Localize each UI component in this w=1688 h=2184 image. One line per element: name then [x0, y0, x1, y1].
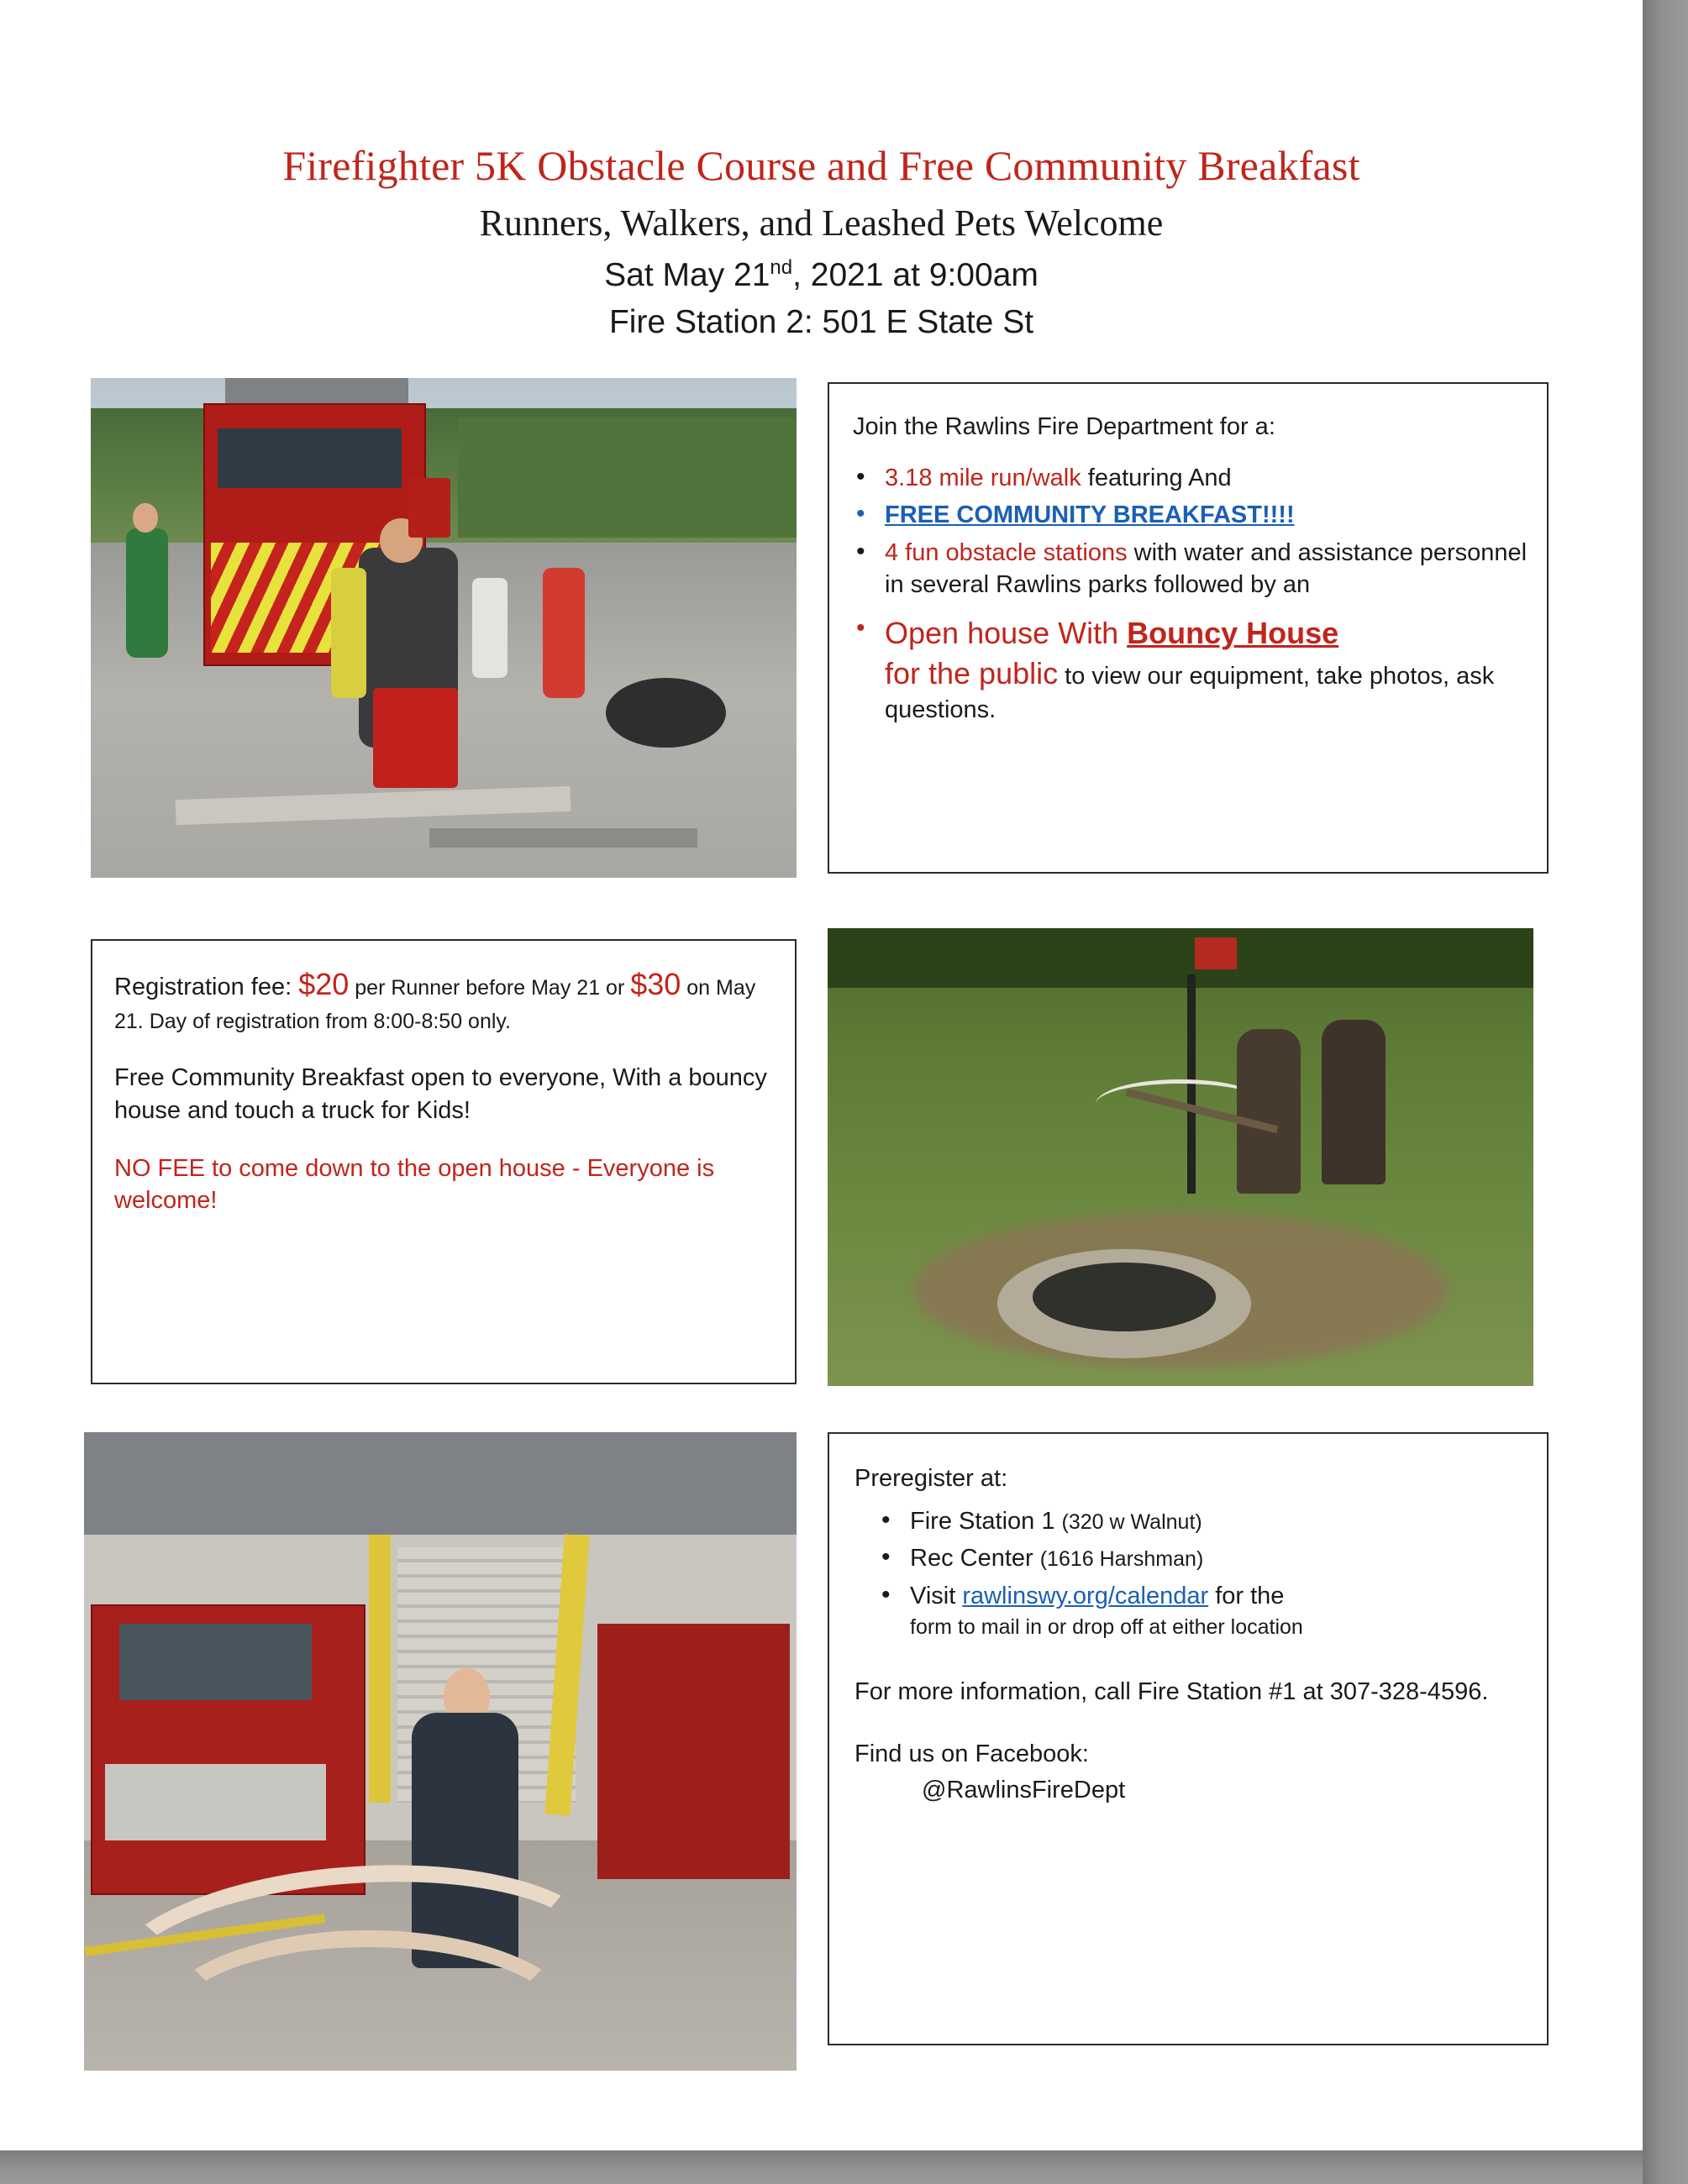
- openhouse-rest: to view our equipment, take photos, ask questions.: [885, 662, 1495, 723]
- obstacle-rest: with water and assistance personnel in several Rawlins parks followed by an: [885, 538, 1528, 599]
- calendar-link[interactable]: rawlinswy.org/calendar: [962, 1582, 1209, 1609]
- list-item-rec-center: [910, 1542, 1528, 1575]
- join-intro: Join the Rawlins Fire Department for a:: [853, 413, 1275, 440]
- run-distance: 3.18 mile run/walk: [885, 464, 1081, 491]
- event-date: [0, 256, 1643, 294]
- fee-amount-dayof: $30: [630, 967, 681, 1001]
- flyer-header: [0, 141, 1643, 341]
- openhouse-public: for the public: [885, 655, 1059, 690]
- tire-flip-obstacle-photo: [828, 928, 1533, 1386]
- join-box: [828, 382, 1549, 874]
- list-item-run: [885, 462, 1528, 495]
- form-instructions: form to mail in or drop off at either location: [910, 1615, 1303, 1640]
- list-item-obstacles: [885, 537, 1528, 601]
- fee-text-early: per Runner before May 21 or: [349, 976, 631, 1000]
- preregister-heading: Preregister at:: [855, 1465, 1008, 1492]
- battle-ropes-fire-bay-photo: [84, 1432, 797, 2071]
- page-edge-right: [1643, 0, 1688, 2184]
- fee-text-dayof: on May 21. Day of registration from 8:00-8:50 only.: [114, 976, 756, 1033]
- event-date-post: , 2021 at 9:00am: [792, 257, 1039, 293]
- page-title: Firefighter 5K Obstacle Course and Free Community Breakfast: [282, 142, 1360, 189]
- rec-center-name: Rec Center: [910, 1545, 1040, 1572]
- list-item-breakfast: [885, 499, 1528, 532]
- more-info-text: For more information, call Fire Station #1 at 307-328-4596.: [855, 1677, 1489, 1705]
- join-list: [829, 462, 1547, 727]
- rec-center-address: (1616 Harshman): [1039, 1547, 1204, 1572]
- no-fee-note: NO FEE to come down to the open house - Everyone is welcome!: [114, 1154, 715, 1215]
- page-edge-bottom: [0, 2150, 1643, 2184]
- visit-label: Visit: [910, 1582, 963, 1609]
- facebook-label: Find us on Facebook:: [855, 1740, 1089, 1768]
- run-rest: featuring And: [1081, 464, 1232, 491]
- bouncy-house-label: Bouncy House: [1127, 615, 1339, 650]
- list-item-website: [910, 1580, 1528, 1642]
- breakfast-label: FREE COMMUNITY BREAKFAST!!!!: [885, 501, 1295, 529]
- event-date-ordinal: nd: [770, 256, 793, 279]
- preregister-list: [829, 1505, 1547, 1642]
- event-date-pre: Sat May 21: [604, 257, 770, 293]
- openhouse-label: Open house With: [885, 615, 1128, 650]
- breakfast-info: Free Community Breakfast open to everyone, With a bouncy house and touch a truck for Kids!: [114, 1064, 767, 1124]
- list-item-fire-station-1: [910, 1505, 1528, 1538]
- visit-post: for the: [1208, 1582, 1285, 1609]
- registration-box: [91, 939, 797, 1384]
- obstacle-count: 4 fun obstacle stations: [885, 538, 1128, 566]
- fee-label: Registration fee:: [114, 974, 299, 1000]
- event-location: Fire Station 2: 501 E State St: [608, 304, 1034, 340]
- facebook-handle: @RawlinsFireDept: [922, 1776, 1126, 1803]
- fee-amount-early: $20: [298, 967, 350, 1001]
- station-1-name: Fire Station 1: [910, 1507, 1062, 1535]
- page-subtitle: Runners, Walkers, and Leashed Pets Welcome: [479, 202, 1164, 244]
- list-item-openhouse: [885, 613, 1528, 726]
- station-1-address: (320 w Walnut): [1061, 1509, 1202, 1534]
- firefighter-sledgehammer-photo: [91, 378, 797, 878]
- preregister-box: [828, 1432, 1549, 2045]
- registration-fee-line: [92, 941, 795, 1037]
